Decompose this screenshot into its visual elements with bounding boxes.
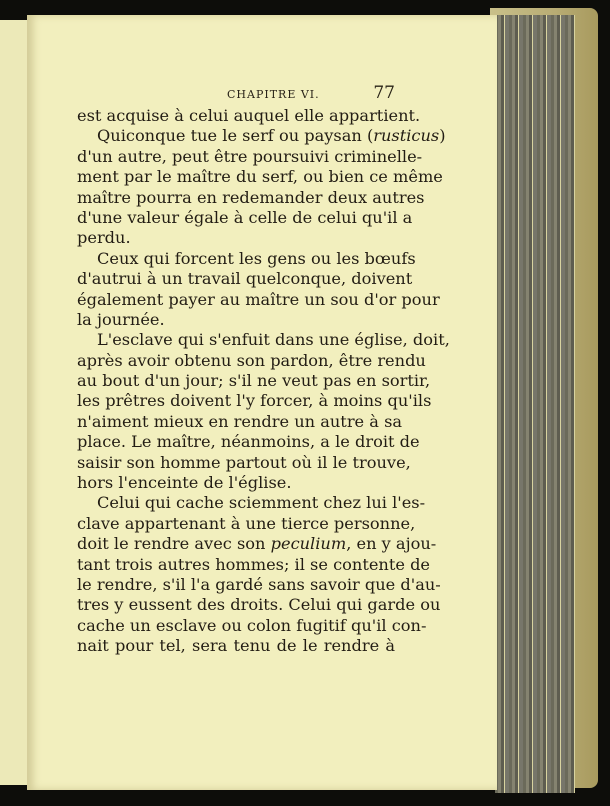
text-line: L'esclave qui s'enfuit dans une église, doit, (97, 330, 450, 350)
text-line: les prêtres doivent l'y forcer, à moins qu'ils (77, 391, 432, 411)
text-line: maître pourra en redemander deux autres (77, 187, 425, 207)
text-line: place. Le maître, néanmoins, a le droit de (77, 432, 420, 452)
page-edges (495, 15, 575, 793)
text-line: d'un autre, peut être poursuivi criminelle- (77, 146, 423, 166)
text-line: d'autrui à un travail quelconque, doivent (77, 269, 413, 289)
text-line: après avoir obtenu son pardon, être rendu (77, 350, 426, 370)
text-line: le rendre, s'il l'a gardé sans savoir que d'au- (77, 574, 441, 594)
text-line: tant trois autres hommes; il se contente de (77, 554, 431, 574)
text-line: Celui qui cache sciemment chez lui l'es- (97, 493, 426, 513)
text-line: clave appartenant à une tierce personne, (77, 513, 416, 533)
text-line: la journée. (77, 309, 165, 329)
text-line: cache un esclave ou colon fugitif qu'il con- (77, 615, 427, 635)
text-line: au bout d'un jour; s'il ne veut pas en sortir, (77, 371, 431, 391)
text-line: saisir son homme partout où il le trouve, (77, 452, 411, 472)
text-line: hors l'enceinte de l'église. (77, 473, 292, 493)
text-line: est acquise à celui auquel elle appartient. (77, 106, 421, 125)
text-line: Quiconque tue le serf ou paysan (rusticus) (97, 126, 446, 146)
text-line: d'une valeur égale à celle de celui qu'il a (77, 207, 413, 227)
text-line: nait pour tel, sera tenu de le rendre à (77, 636, 395, 656)
page-number: 77 (373, 83, 395, 103)
page-header (77, 85, 395, 105)
book-page (27, 15, 497, 790)
facing-page-edge (0, 20, 29, 785)
text-line: doit le rendre avec son peculium, en y ajou- (77, 534, 437, 554)
body-text (77, 106, 450, 657)
running-head: CHAPITRE VI. (227, 88, 320, 101)
text-line: tres y eussent des droits. Celui qui garde ou (77, 595, 441, 615)
text-line: également payer au maître un sou d'or pour (77, 289, 440, 309)
text-line: n'aiment mieux en rendre un autre à sa (77, 411, 403, 431)
text-line: perdu. (77, 228, 131, 248)
text-line: Ceux qui forcent les gens ou les bœufs (97, 248, 416, 268)
text-line: ment par le maître du serf, ou bien ce même (77, 167, 443, 187)
